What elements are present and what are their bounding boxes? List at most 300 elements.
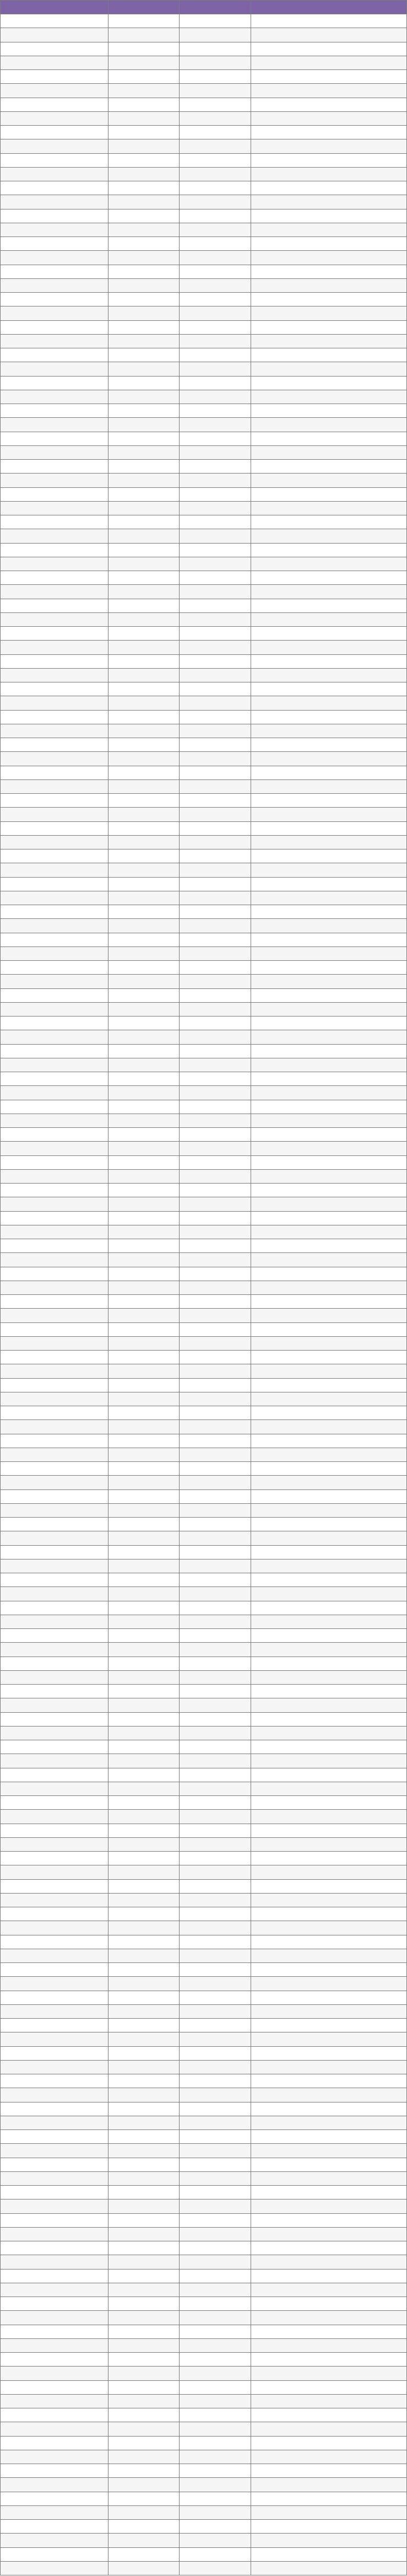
cell-nickname — [1, 111, 108, 125]
cell-nickname — [1, 2004, 108, 2018]
cell-punishment-duration — [180, 1434, 251, 1448]
table-row — [1, 1072, 407, 1086]
cell-punishment-type — [108, 710, 180, 724]
cell-violation-type — [251, 1197, 407, 1211]
cell-punishment-duration — [180, 1184, 251, 1197]
cell-punishment-type — [108, 1531, 180, 1545]
cell-punishment-type — [108, 2186, 180, 2199]
cell-violation-type — [251, 1267, 407, 1281]
cell-punishment-type — [108, 126, 180, 139]
table-row — [1, 1893, 407, 1907]
cell-violation-type — [251, 961, 407, 975]
cell-nickname — [1, 501, 108, 515]
cell-punishment-type — [108, 1949, 180, 1962]
cell-violation-type — [251, 84, 407, 98]
cell-punishment-duration — [180, 2394, 251, 2408]
cell-punishment-type — [108, 1336, 180, 1350]
table-row — [1, 2561, 407, 2575]
cell-punishment-duration — [180, 1796, 251, 1810]
cell-violation-type — [251, 2436, 407, 2450]
table-row — [1, 1587, 407, 1601]
cell-violation-type — [251, 752, 407, 766]
cell-violation-type — [251, 1740, 407, 1754]
cell-violation-type — [251, 2338, 407, 2352]
cell-violation-type — [251, 306, 407, 320]
cell-punishment-duration — [180, 2547, 251, 2561]
cell-punishment-type — [108, 237, 180, 251]
cell-punishment-type — [108, 1963, 180, 1977]
cell-punishment-duration — [180, 641, 251, 654]
cell-violation-type — [251, 975, 407, 988]
table-row — [1, 1378, 407, 1392]
cell-nickname — [1, 2422, 108, 2436]
cell-punishment-type — [108, 1907, 180, 1921]
cell-punishment-duration — [180, 2436, 251, 2450]
cell-punishment-type — [108, 515, 180, 529]
cell-violation-type — [251, 1935, 407, 1949]
cell-punishment-type — [108, 42, 180, 56]
cell-punishment-type — [108, 404, 180, 418]
table-row — [1, 1740, 407, 1754]
cell-punishment-duration — [180, 2422, 251, 2436]
table-row — [1, 1865, 407, 1879]
cell-punishment-type — [108, 919, 180, 933]
cell-punishment-duration — [180, 515, 251, 529]
cell-nickname — [1, 474, 108, 487]
cell-punishment-duration — [180, 1935, 251, 1949]
cell-violation-type — [251, 1545, 407, 1559]
cell-punishment-duration — [180, 2367, 251, 2380]
cell-punishment-type — [108, 1991, 180, 2004]
cell-punishment-type — [108, 1754, 180, 1768]
table-body — [1, 14, 407, 2575]
table-row — [1, 167, 407, 181]
cell-punishment-duration — [180, 1921, 251, 1935]
cell-violation-type — [251, 404, 407, 418]
table-row — [1, 1712, 407, 1726]
cell-punishment-type — [108, 724, 180, 738]
cell-punishment-type — [108, 863, 180, 877]
cell-punishment-type — [108, 2408, 180, 2422]
table-row — [1, 404, 407, 418]
cell-nickname — [1, 1518, 108, 1531]
cell-punishment-duration — [180, 1963, 251, 1977]
cell-punishment-type — [108, 14, 180, 28]
cell-nickname — [1, 1322, 108, 1336]
table-row — [1, 808, 407, 821]
cell-nickname — [1, 1267, 108, 1281]
cell-punishment-duration — [180, 1977, 251, 1991]
cell-violation-type — [251, 905, 407, 919]
cell-punishment-duration — [180, 1754, 251, 1768]
table-row — [1, 1086, 407, 1100]
header-violation-type — [251, 1, 407, 14]
cell-punishment-type — [108, 2380, 180, 2394]
cell-violation-type — [251, 515, 407, 529]
cell-nickname — [1, 195, 108, 209]
table-row — [1, 863, 407, 877]
cell-violation-type — [251, 808, 407, 821]
cell-violation-type — [251, 1322, 407, 1336]
table-header — [1, 1, 407, 14]
cell-nickname — [1, 2241, 108, 2255]
table-row — [1, 2450, 407, 2464]
cell-punishment-type — [108, 2144, 180, 2158]
cell-nickname — [1, 1128, 108, 1142]
cell-nickname — [1, 334, 108, 348]
table-row — [1, 835, 407, 849]
cell-punishment-type — [108, 2046, 180, 2060]
cell-punishment-duration — [180, 2144, 251, 2158]
cell-nickname — [1, 1378, 108, 1392]
table-row — [1, 2046, 407, 2060]
cell-punishment-type — [108, 1698, 180, 1712]
cell-punishment-duration — [180, 376, 251, 390]
cell-punishment-duration — [180, 2241, 251, 2255]
cell-punishment-duration — [180, 543, 251, 557]
cell-nickname — [1, 2130, 108, 2144]
table-row — [1, 334, 407, 348]
cell-nickname — [1, 1643, 108, 1657]
cell-punishment-type — [108, 1017, 180, 1030]
cell-nickname — [1, 863, 108, 877]
table-row — [1, 1796, 407, 1810]
cell-punishment-duration — [180, 1991, 251, 2004]
cell-nickname — [1, 808, 108, 821]
table-row — [1, 946, 407, 960]
cell-punishment-type — [108, 1977, 180, 1991]
cell-violation-type — [251, 1211, 407, 1225]
table-row — [1, 2534, 407, 2547]
cell-violation-type — [251, 1907, 407, 1921]
cell-violation-type — [251, 627, 407, 641]
cell-punishment-type — [108, 1434, 180, 1448]
cell-punishment-duration — [180, 460, 251, 474]
cell-nickname — [1, 223, 108, 236]
cell-punishment-duration — [180, 1114, 251, 1127]
cell-violation-type — [251, 2060, 407, 2074]
table-row — [1, 306, 407, 320]
cell-violation-type — [251, 1824, 407, 1837]
table-row — [1, 1573, 407, 1587]
table-row — [1, 1643, 407, 1657]
cell-punishment-duration — [180, 1392, 251, 1406]
cell-violation-type — [251, 1810, 407, 1824]
table-row — [1, 2102, 407, 2116]
table-row — [1, 28, 407, 42]
table-row — [1, 794, 407, 808]
cell-punishment-type — [108, 1782, 180, 1795]
cell-nickname — [1, 1698, 108, 1712]
table-row — [1, 487, 407, 501]
table-row — [1, 14, 407, 28]
cell-nickname — [1, 2492, 108, 2505]
cell-punishment-type — [108, 2213, 180, 2227]
cell-violation-type — [251, 2534, 407, 2547]
cell-violation-type — [251, 70, 407, 84]
cell-punishment-type — [108, 2116, 180, 2129]
cell-nickname — [1, 1197, 108, 1211]
table-row — [1, 1058, 407, 1072]
cell-punishment-duration — [180, 2520, 251, 2534]
cell-nickname — [1, 1114, 108, 1127]
cell-nickname — [1, 1629, 108, 1643]
cell-punishment-type — [108, 808, 180, 821]
cell-violation-type — [251, 1921, 407, 1935]
cell-violation-type — [251, 278, 407, 292]
table-row — [1, 724, 407, 738]
cell-violation-type — [251, 1309, 407, 1322]
cell-violation-type — [251, 1155, 407, 1169]
cell-punishment-type — [108, 70, 180, 84]
cell-violation-type — [251, 98, 407, 111]
cell-punishment-type — [108, 2227, 180, 2241]
cell-violation-type — [251, 487, 407, 501]
cell-punishment-duration — [180, 696, 251, 710]
cell-punishment-duration — [180, 2311, 251, 2325]
cell-punishment-duration — [180, 251, 251, 265]
cell-nickname — [1, 2520, 108, 2534]
cell-punishment-type — [108, 2004, 180, 2018]
cell-punishment-duration — [180, 474, 251, 487]
cell-punishment-duration — [180, 2019, 251, 2032]
cell-violation-type — [251, 2478, 407, 2492]
table-row — [1, 766, 407, 779]
cell-violation-type — [251, 1462, 407, 1476]
table-row — [1, 988, 407, 1002]
cell-punishment-type — [108, 1378, 180, 1392]
cell-violation-type — [251, 2492, 407, 2505]
cell-punishment-type — [108, 1002, 180, 1016]
cell-violation-type — [251, 1796, 407, 1810]
cell-punishment-type — [108, 432, 180, 445]
cell-violation-type — [251, 821, 407, 835]
cell-nickname — [1, 2394, 108, 2408]
cell-punishment-duration — [180, 738, 251, 752]
cell-punishment-duration — [180, 1503, 251, 1517]
cell-punishment-type — [108, 376, 180, 390]
cell-punishment-type — [108, 1545, 180, 1559]
cell-punishment-type — [108, 891, 180, 905]
cell-punishment-type — [108, 56, 180, 69]
table-row — [1, 2241, 407, 2255]
cell-punishment-duration — [180, 682, 251, 696]
cell-nickname — [1, 1893, 108, 1907]
cell-nickname — [1, 1531, 108, 1545]
cell-nickname — [1, 1058, 108, 1072]
cell-punishment-duration — [180, 2199, 251, 2213]
cell-punishment-duration — [180, 1824, 251, 1837]
cell-punishment-type — [108, 2367, 180, 2380]
cell-nickname — [1, 2450, 108, 2464]
cell-violation-type — [251, 195, 407, 209]
table-row — [1, 1977, 407, 1991]
cell-punishment-duration — [180, 2032, 251, 2046]
table-row — [1, 1253, 407, 1267]
cell-punishment-duration — [180, 1573, 251, 1587]
cell-nickname — [1, 654, 108, 668]
table-row — [1, 1991, 407, 2004]
cell-nickname — [1, 1824, 108, 1837]
table-row — [1, 975, 407, 988]
table-row — [1, 70, 407, 84]
cell-nickname — [1, 460, 108, 474]
cell-nickname — [1, 2227, 108, 2241]
cell-punishment-type — [108, 1601, 180, 1615]
cell-punishment-type — [108, 766, 180, 779]
cell-violation-type — [251, 2186, 407, 2199]
cell-nickname — [1, 1281, 108, 1294]
cell-violation-type — [251, 1949, 407, 1962]
table-row — [1, 1142, 407, 1155]
table-row — [1, 2074, 407, 2088]
cell-violation-type — [251, 724, 407, 738]
cell-punishment-duration — [180, 1615, 251, 1628]
cell-violation-type — [251, 362, 407, 376]
cell-nickname — [1, 599, 108, 612]
cell-punishment-type — [108, 641, 180, 654]
cell-punishment-type — [108, 362, 180, 376]
table-row — [1, 181, 407, 195]
cell-nickname — [1, 1489, 108, 1503]
cell-nickname — [1, 1796, 108, 1810]
cell-violation-type — [251, 1531, 407, 1545]
cell-punishment-duration — [180, 1211, 251, 1225]
cell-violation-type — [251, 42, 407, 56]
cell-nickname — [1, 1225, 108, 1239]
cell-punishment-duration — [180, 1587, 251, 1601]
cell-violation-type — [251, 1100, 407, 1114]
cell-violation-type — [251, 1392, 407, 1406]
cell-nickname — [1, 543, 108, 557]
cell-violation-type — [251, 654, 407, 668]
cell-violation-type — [251, 988, 407, 1002]
cell-punishment-duration — [180, 1726, 251, 1740]
cell-punishment-duration — [180, 1782, 251, 1795]
cell-punishment-duration — [180, 654, 251, 668]
table-row — [1, 961, 407, 975]
cell-nickname — [1, 2171, 108, 2185]
cell-nickname — [1, 1573, 108, 1587]
cell-punishment-type — [108, 223, 180, 236]
cell-punishment-duration — [180, 835, 251, 849]
cell-violation-type — [251, 1114, 407, 1127]
cell-punishment-duration — [180, 2492, 251, 2505]
cell-punishment-type — [108, 1559, 180, 1573]
cell-punishment-type — [108, 1879, 180, 1893]
cell-punishment-duration — [180, 668, 251, 682]
table-row — [1, 1155, 407, 1169]
table-row — [1, 2032, 407, 2046]
cell-violation-type — [251, 863, 407, 877]
cell-nickname — [1, 1434, 108, 1448]
cell-nickname — [1, 167, 108, 181]
cell-punishment-type — [108, 835, 180, 849]
table-row — [1, 126, 407, 139]
cell-punishment-type — [108, 1351, 180, 1364]
cell-nickname — [1, 1991, 108, 2004]
table-row — [1, 2116, 407, 2129]
cell-punishment-duration — [180, 501, 251, 515]
cell-violation-type — [251, 1030, 407, 1044]
cell-violation-type — [251, 28, 407, 42]
cell-violation-type — [251, 1406, 407, 1420]
cell-violation-type — [251, 2505, 407, 2519]
cell-punishment-duration — [180, 1239, 251, 1253]
cell-violation-type — [251, 571, 407, 585]
cell-violation-type — [251, 2408, 407, 2422]
cell-violation-type — [251, 1782, 407, 1795]
cell-nickname — [1, 2060, 108, 2074]
cell-punishment-type — [108, 2478, 180, 2492]
table-row — [1, 2144, 407, 2158]
cell-punishment-duration — [180, 2505, 251, 2519]
cell-nickname — [1, 2186, 108, 2199]
cell-nickname — [1, 2561, 108, 2575]
cell-punishment-type — [108, 585, 180, 599]
table-row — [1, 1322, 407, 1336]
cell-violation-type — [251, 1351, 407, 1364]
table-row — [1, 1518, 407, 1531]
table-row — [1, 1211, 407, 1225]
cell-punishment-type — [108, 1322, 180, 1336]
cell-violation-type — [251, 2394, 407, 2408]
table-row — [1, 1239, 407, 1253]
cell-punishment-duration — [180, 1545, 251, 1559]
cell-punishment-duration — [180, 70, 251, 84]
cell-nickname — [1, 418, 108, 432]
cell-violation-type — [251, 1712, 407, 1726]
cell-violation-type — [251, 1434, 407, 1448]
cell-punishment-duration — [180, 167, 251, 181]
cell-violation-type — [251, 320, 407, 334]
table-row — [1, 2186, 407, 2199]
cell-violation-type — [251, 1977, 407, 1991]
table-row — [1, 1225, 407, 1239]
table-row — [1, 1462, 407, 1476]
cell-violation-type — [251, 2367, 407, 2380]
cell-nickname — [1, 1754, 108, 1768]
cell-violation-type — [251, 293, 407, 306]
table-row — [1, 2227, 407, 2241]
cell-violation-type — [251, 209, 407, 223]
cell-violation-type — [251, 2311, 407, 2325]
cell-violation-type — [251, 2074, 407, 2088]
cell-punishment-type — [108, 1295, 180, 1309]
cell-punishment-duration — [180, 1698, 251, 1712]
cell-punishment-type — [108, 1184, 180, 1197]
cell-punishment-duration — [180, 2325, 251, 2338]
table-row — [1, 1114, 407, 1127]
cell-nickname — [1, 251, 108, 265]
cell-violation-type — [251, 2116, 407, 2129]
cell-punishment-duration — [180, 988, 251, 1002]
table-row — [1, 1406, 407, 1420]
table-row — [1, 710, 407, 724]
cell-nickname — [1, 1963, 108, 1977]
cell-punishment-type — [108, 1740, 180, 1754]
cell-nickname — [1, 1545, 108, 1559]
table-row — [1, 1434, 407, 1448]
cell-punishment-type — [108, 139, 180, 153]
cell-violation-type — [251, 1253, 407, 1267]
table-row — [1, 1921, 407, 1935]
cell-punishment-duration — [180, 1907, 251, 1921]
table-row — [1, 1670, 407, 1684]
cell-punishment-duration — [180, 1518, 251, 1531]
cell-violation-type — [251, 418, 407, 432]
cell-punishment-type — [108, 1921, 180, 1935]
